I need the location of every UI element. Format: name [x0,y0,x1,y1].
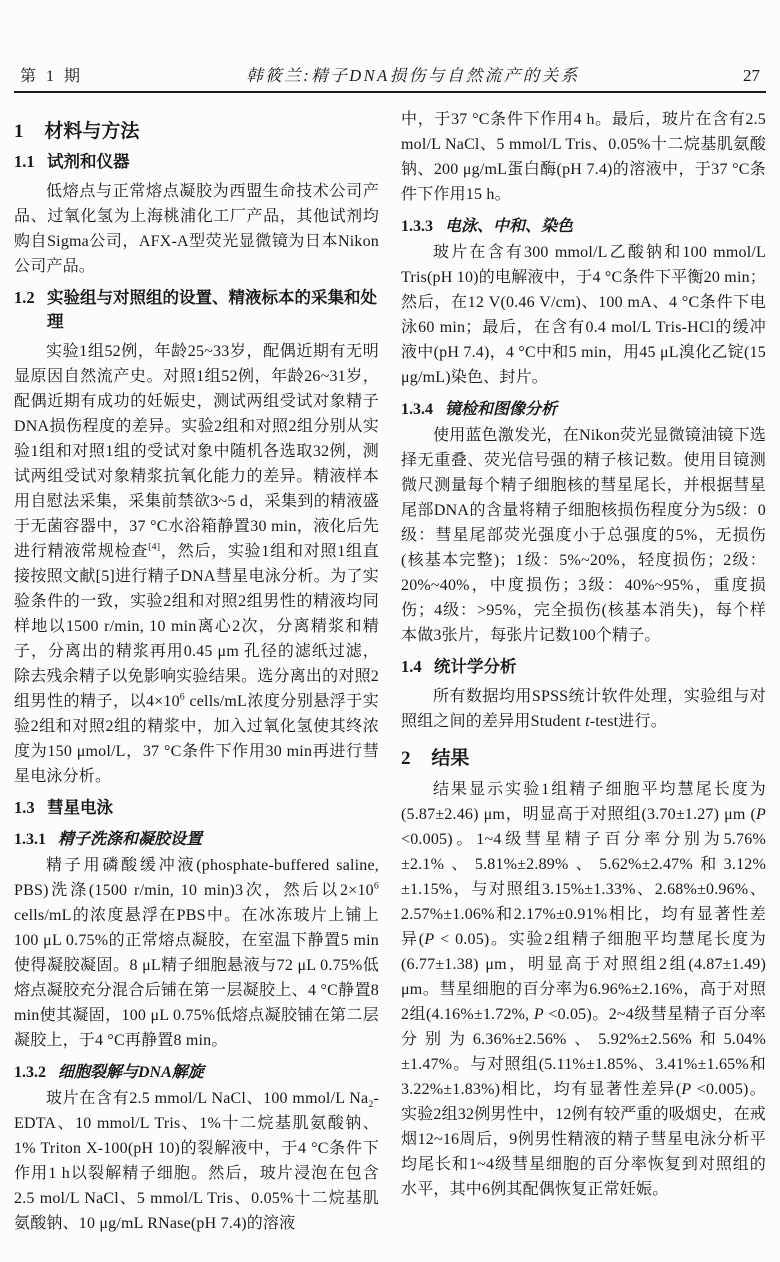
section-title: 精子洗涤和凝胶设置 [58,831,203,848]
text-segment: <0.005)。实验2组32例男性中，12例有较严重的吸烟史，在戒烟12~16周后，9例男性精液的精子彗星电泳分析平均尾长和1~4级彗星细胞的百分率恢复到对照组的水平，其中6例其配偶恢复正常妊娠。 [401,1081,766,1198]
text-segment: <0.05)。2~4级彗星精子百分率分别为6.36%±2.56%、5.92%±2.56%和5.04%±1.47%。与对照组(5.11%±1.85%、3.41%±1.65%和3.22%±1.83%)相比，均有显著性差异( [401,1006,766,1098]
section-title: 统计学分析 [434,657,517,676]
section-heading-1.3.1 [14,826,379,849]
text-segment: -test进行。 [589,713,667,730]
left-column [14,107,379,1262]
paragraph [401,777,766,1202]
section-title: 材料与方法 [44,121,140,142]
text-segment: t [585,713,590,730]
section-heading-1.3.4 [401,396,766,419]
section-title: 细胞裂解与DNA解旋 [58,1064,204,1081]
section-number: 1.3.4 [401,401,433,418]
right-column [401,107,766,1262]
section-number: 1 [14,121,24,142]
issue-label: 第 1 期 [20,68,84,85]
section-number: 1.4 [401,657,422,676]
section-heading-1.3.3 [401,213,766,236]
section-number: 1.3.3 [401,218,433,235]
two-column-body [14,107,766,1262]
text-segment: P [533,1006,544,1023]
section-number: 1.3 [14,798,35,817]
text-segment: P [756,806,766,823]
paragraph [14,339,379,789]
section-title: 试剂和仪器 [47,152,130,171]
text-segment: 实验1组52例，年龄25~33岁，配偶近期有无明显原因自然流产史。对照1组52例，年龄26~31岁，配偶近期有成功的妊娠史，测试两组受试对象精子DNA损伤程度的差异。实验2组和对照2组分别从实验1组和对照1组的受试对象中随机各选取32例，测试两组受试对象精浆抗氧化能力的差异。精液样本用自慰法采集，采集前禁欲3~5 d，采集到的精液盛于无菌容器中，37 °C水浴箱静置30 min，液化后先进行精液常规检查 [14,343,379,560]
section-heading-1.2 [14,286,379,334]
paragraph [14,1086,379,1236]
text-segment: 6 [179,691,185,703]
section-number: 1.3.2 [14,1064,46,1081]
page-number: 27 [742,66,760,85]
section-heading-1.1 [14,150,379,174]
text-segment: P [424,931,435,948]
text-segment: 玻片在含有2.5 mmol/L NaCl、100 mmol/L Na [46,1090,369,1107]
section-title: 彗星电泳 [47,798,113,817]
text-segment: cells/mL的浓度悬浮在PBS中。在冰冻玻片上铺上100 μL 0.75%的正常熔点凝胶，在室温下静置5 min使得凝胶凝固。8 μL精子细胞悬液与72 μL 0.75%低熔点凝胶充分混合后铺在第一层凝胶上、4 °C静置8 min使其凝固，100 μL 0.75%低熔点凝胶铺在第二层凝胶上，于4 °C再静置8 min。 [14,907,379,1049]
section-heading-1.3 [14,796,379,820]
paragraph [401,240,766,390]
page-header [14,62,766,93]
text-segment: <0.005)。1~4级彗星精子百分率分别为5.76%±2.1%、5.81%±2.89%、5.62%±2.47%和3.12%±1.15%，与对照组3.15%±1.33%、2.68%±0.96%、2.57%±1.06%和2.17%±0.91%相比，均有显著性差异( [401,831,766,948]
section-number: 1.1 [14,152,35,171]
text-segment: ，然后，实验1组和对照1组直接按照文献[5]进行精子DNA彗星电泳分析。为了实验条件的一致，实验2组和对照2组男性的精液均同样地以1500 r/min, 10 min离心2次，分离精浆和精子，分离出的精浆再用0.45 μm 孔径的滤纸过滤，除去残余精子以免影响实验结果。选分离出的对照2组男性的精子，以4×10 [14,543,379,710]
section-heading-1.4 [401,655,766,679]
section-heading-1 [14,116,379,143]
text-segment: 使用蓝色激发光，在Nikon荧光显微镜油镜下选择无重叠、荧光信号强的精子核记数。使用目镜测微尺测量每个精子细胞核的彗星尾长，并根据彗星尾部DNA的含量将精子细胞核损伤程度分为5级：0级：彗星尾部荧光强度小于总强度的5%，无损伤(核基本完整)；1级：5%~20%，轻度损伤；2级：20%~40%，中度损伤；3级：40%~95%，重度损伤；4级：>95%，完全损伤(核基本消失)，每个样本做3张片，每张片记数100个精子。 [401,427,766,644]
section-number: 1.2 [14,288,35,307]
text-segment: [4] [148,541,161,553]
text-segment: P [681,1081,692,1098]
running-title: 韩筱兰:精子DNA损伤与自然流产的关系 [246,66,580,85]
text-segment: < 0.05)。实验2组精子细胞平均慧尾长度为(6.77±1.38) μm，明显高于对照组2组(4.87±1.49) μm。彗星细胞的百分率为6.96%±2.16%，高于对照2组(4.16%±1.72%, [401,931,766,1023]
section-heading-2 [401,743,766,770]
paragraph [14,179,379,279]
section-title: 镜检和图像分析 [445,401,558,418]
section-title: 结果 [431,748,470,769]
text-segment: cells/mL浓度分别悬浮于实验2组和对照2组的精浆中，加入过氧化氢使其终浓度为150 μmol/L，37 °C条件下作用30 min再进行彗星电泳分析。 [14,693,379,785]
text-segment: 玻片在含有300 mmol/L乙酸钠和100 mmol/L Tris(pH 10)的电解液中，于4 °C条件下平衡20 min；然后，在12 V(0.46 V/cm)、100 mA、4 °C条件下电泳60 min；最后，在含有0.4 mol/L Tris-HCl的缓冲液中(pH 7.4)，4 °C中和5 min，用45 μL溴化乙锭(15 μg/mL)染色、封片。 [401,244,766,386]
text-segment: 低熔点与正常熔点凝胶为西盟生命技术公司产品、过氧化氢为上海桃浦化工厂产品，其他试剂均购自Sigma公司，AFX-A型荧光显微镜为日本Nikon公司产品。 [14,183,379,275]
text-segment: 精子用磷酸缓冲液(phosphate-buffered saline, PBS)洗涤(1500 r/min, 10 min)3次，然后以2×10 [14,857,379,899]
paragraph [401,107,766,207]
paragraph [401,423,766,648]
text-segment: -EDTA、10 mmol/L Tris、1%十二烷基肌氨酸钠、1% Triton X-100(pH 10)的裂解液中，于4 °C条件下作用1 h以裂解精子细胞。然后，玻片浸泡在包含2.5 mol/L NaCl、5 mmol/L Tris、0.05%十二烷基肌氨酸钠、10 μg/mL RNase(pH 7.4)的溶液 [14,1090,379,1232]
text-segment: 6 [373,880,379,892]
section-title: 实验组与对照组的设置、精液标本的采集和处理 [47,288,377,331]
text-segment: 2 [368,1099,374,1111]
text-segment: 结果显示实验1组精子细胞平均慧尾长度为(5.87±2.46) μm，明显高于对照组(3.70±1.27) μm ( [401,781,766,823]
text-segment: 所有数据均用SPSS统计软件处理，实验组与对照组之间的差异用Student [401,688,766,730]
section-title: 电泳、中和、染色 [445,218,574,235]
section-number: 1.3.1 [14,831,46,848]
text-segment: 中，于37 °C条件下作用4 h。最后，玻片在含有2.5 mol/L NaCl、5 mmol/L Tris、0.05%十二烷基肌氨酸钠、200 μg/mL蛋白酶(pH 7.4)的溶液中，于37 °C条件下作用15 h。 [401,111,766,203]
section-heading-1.3.2 [14,1059,379,1082]
paragraph [14,853,379,1053]
section-number: 2 [401,748,411,769]
paragraph [401,684,766,734]
